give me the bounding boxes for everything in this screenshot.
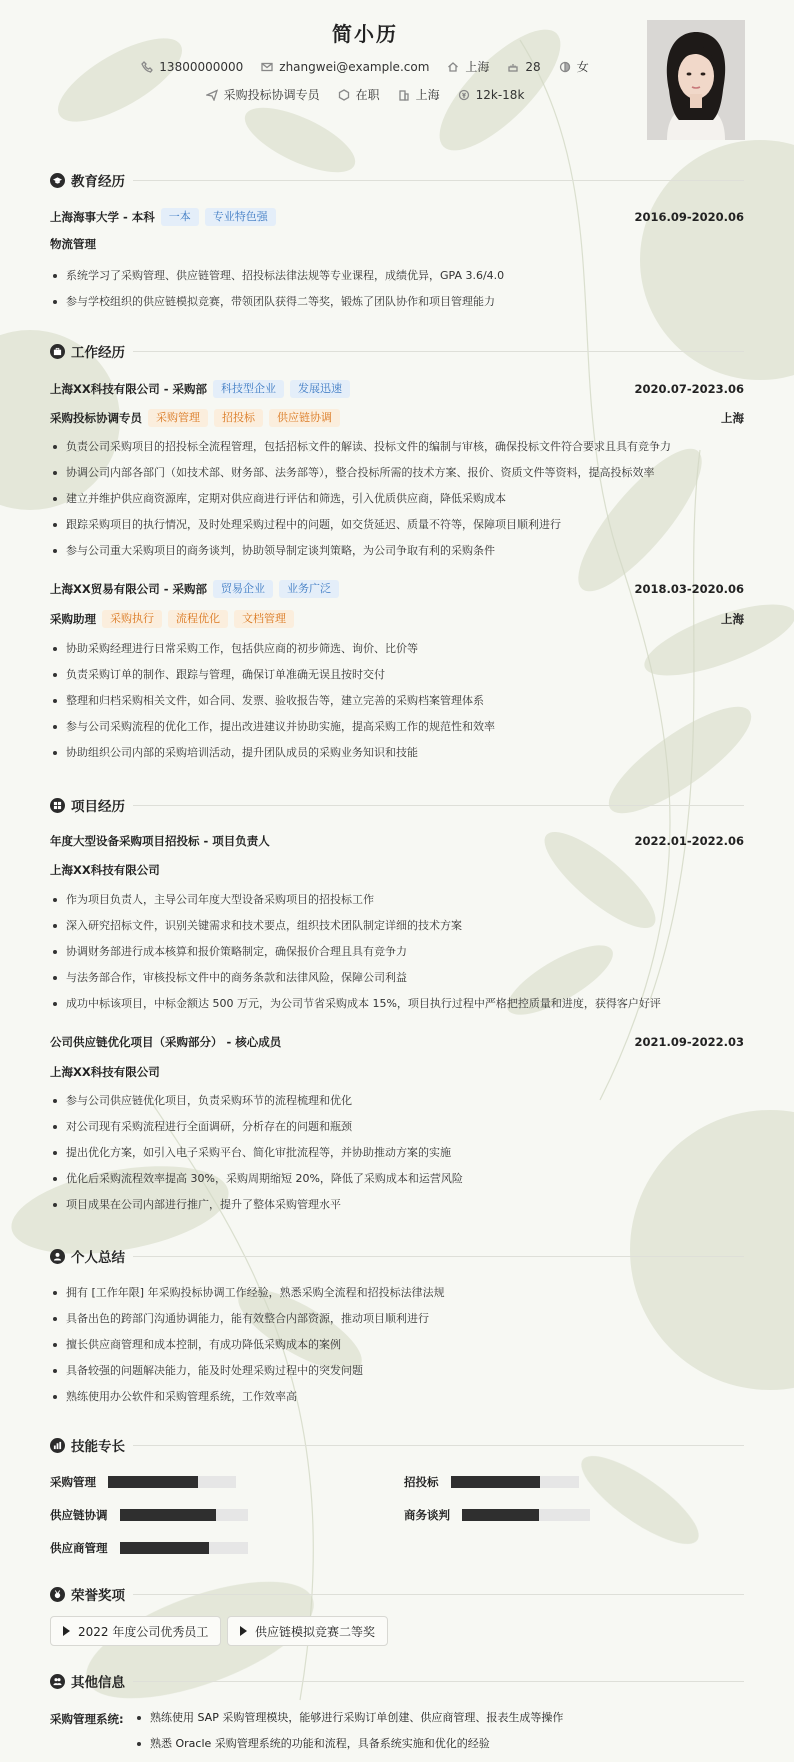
skill-bar bbox=[462, 1509, 590, 1521]
target-job-info bbox=[206, 86, 320, 103]
money-icon bbox=[458, 89, 470, 101]
skill-bar-fill bbox=[462, 1509, 539, 1521]
people-icon bbox=[50, 1674, 65, 1689]
list-item: 项目成果在公司内部进行推广，提升了整体采购管理水平 bbox=[50, 1192, 744, 1218]
job-date: 2018.03-2020.06 bbox=[634, 582, 744, 596]
project-name: 公司供应链优化项目（采购部分） - 核心成员 bbox=[50, 1035, 282, 1049]
skill-item bbox=[50, 1474, 236, 1490]
section-other-header bbox=[50, 1671, 744, 1691]
status-text: 在职 bbox=[355, 88, 380, 102]
skill-name: 采购管理 bbox=[50, 1475, 96, 1489]
contact-info-row bbox=[0, 58, 730, 75]
skill-item bbox=[404, 1474, 579, 1490]
job-intent-row bbox=[0, 86, 730, 103]
graduation-cap-icon bbox=[50, 173, 65, 188]
grid-icon bbox=[50, 798, 65, 813]
section-divider bbox=[133, 180, 744, 181]
job-bullets bbox=[50, 636, 744, 766]
project-company: 上海XX科技有限公司 bbox=[50, 863, 160, 877]
list-item: 协调财务部进行成本核算和报价策略制定，确保报价合理且具有竞争力 bbox=[50, 939, 744, 965]
position-tag: 招投标 bbox=[214, 409, 263, 427]
email-text: zhangwei@example.com bbox=[279, 59, 430, 74]
section-work-header bbox=[50, 341, 744, 361]
section-divider bbox=[133, 351, 744, 352]
skill-bar bbox=[108, 1476, 236, 1488]
mail-icon bbox=[261, 61, 273, 73]
list-item: 成功中标该项目，中标金额达 500 万元，为公司节省采购成本 15%，项目执行过程中严格把控质量和进度，获得客户好评 bbox=[50, 991, 744, 1017]
location-info bbox=[447, 58, 489, 75]
major-name: 物流管理 bbox=[50, 237, 96, 251]
list-item: 深入研究招标文件，识别关键需求和技术要点，组织技术团队制定详细的技术方案 bbox=[50, 913, 744, 939]
award-item bbox=[227, 1616, 388, 1646]
list-item: 建立并维护供应商资源库，定期对供应商进行评估和筛选，引入优质供应商，降低采购成本 bbox=[50, 486, 744, 512]
project-date: 2021.09-2022.03 bbox=[634, 1035, 744, 1049]
list-item: 参与公司重大采购项目的商务谈判，协助领导制定谈判策略，为公司争取有利的采购条件 bbox=[50, 538, 744, 564]
project-bullets bbox=[50, 1088, 744, 1218]
skill-name: 商务谈判 bbox=[404, 1508, 450, 1522]
school-tag: 一本 bbox=[161, 208, 199, 226]
company-tag: 发展迅速 bbox=[290, 380, 350, 398]
skill-bar-fill bbox=[120, 1509, 216, 1521]
avatar-portrait bbox=[647, 20, 745, 140]
section-divider bbox=[133, 1681, 744, 1682]
list-item: 协助组织公司内部的采购培训活动，提升团队成员的采购业务知识和技能 bbox=[50, 740, 744, 766]
age-text: 28 bbox=[525, 59, 541, 74]
section-awards-header bbox=[50, 1584, 744, 1604]
list-item: 提出优化方案，如引入电子采购平台、简化审批流程等，并协助推动方案的实施 bbox=[50, 1140, 744, 1166]
job-date: 2020.07-2023.06 bbox=[634, 382, 744, 396]
gender-text: 女 bbox=[576, 60, 589, 74]
send-icon bbox=[206, 89, 218, 101]
list-item: 优化后采购流程效率提高 30%，采购周期缩短 20%，降低了采购成本和运营风险 bbox=[50, 1166, 744, 1192]
education-bullets bbox=[50, 263, 744, 315]
project-date: 2022.01-2022.06 bbox=[634, 834, 744, 848]
list-item: 整理和归档采购相关文件，如合同、发票、验收报告等，建立完善的采购档案管理体系 bbox=[50, 688, 744, 714]
section-divider bbox=[133, 1445, 744, 1446]
job-position-row bbox=[50, 409, 744, 427]
list-item: 负责采购订单的制作、跟踪与管理，确保订单准确无误且按时交付 bbox=[50, 662, 744, 688]
status-info bbox=[338, 86, 380, 103]
section-skills-header bbox=[50, 1435, 744, 1455]
position-tag: 供应链协调 bbox=[269, 409, 340, 427]
education-date: 2016.09-2020.06 bbox=[634, 210, 744, 224]
list-item: 跟踪采购项目的执行情况，及时处理采购过程中的问题，如交货延迟、质量不符等，保障项目顺利进行 bbox=[50, 512, 744, 538]
skill-item bbox=[50, 1540, 248, 1556]
list-item: 熟练使用办公软件和采购管理系统，工作效率高 bbox=[50, 1384, 744, 1410]
phone-icon bbox=[141, 61, 153, 73]
list-item: 协调公司内部各部门（如技术部、财务部、法务部等），整合投标所需的技术方案、报价、资质文件等资料，提高投标效率 bbox=[50, 460, 744, 486]
list-item: 具备较强的问题解决能力，能及时处理采购过程中的突发问题 bbox=[50, 1358, 744, 1384]
medal-icon bbox=[50, 1587, 65, 1602]
home-icon bbox=[447, 61, 459, 73]
section-divider bbox=[133, 1256, 744, 1257]
salary-text: 12k-18k bbox=[475, 87, 525, 102]
other-label: 采购管理系统: bbox=[50, 1712, 124, 1726]
list-item: 熟练使用 SAP 采购管理模块，能够进行采购订单创建、供应商管理、报表生成等操作 bbox=[134, 1705, 563, 1731]
school-tag: 专业特色强 bbox=[205, 208, 276, 226]
project-name: 年度大型设备采购项目招投标 - 项目负责人 bbox=[50, 834, 270, 848]
skill-item bbox=[404, 1507, 590, 1523]
list-item: 具备出色的跨部门沟通协调能力，能有效整合内部资源，推动项目顺利进行 bbox=[50, 1306, 744, 1332]
briefcase-icon bbox=[50, 344, 65, 359]
project-company-row bbox=[50, 862, 744, 878]
target-job-text: 采购投标协调专员 bbox=[223, 88, 320, 102]
target-city-info bbox=[398, 86, 440, 103]
school-name: 上海海事大学 - 本科 bbox=[50, 210, 155, 224]
project-company: 上海XX科技有限公司 bbox=[50, 1065, 160, 1079]
job-company-row bbox=[50, 580, 744, 598]
skill-item bbox=[50, 1507, 248, 1523]
list-item: 作为项目负责人，主导公司年度大型设备采购项目的招投标工作 bbox=[50, 887, 744, 913]
job-city: 上海 bbox=[721, 411, 744, 425]
section-projects-header bbox=[50, 795, 744, 815]
company-tag: 业务广泛 bbox=[279, 580, 339, 598]
project-title-row bbox=[50, 1034, 744, 1050]
award-item bbox=[50, 1616, 221, 1646]
project-bullets bbox=[50, 887, 744, 1017]
section-title: 个人总结 bbox=[71, 1250, 125, 1266]
education-school-row bbox=[50, 208, 744, 226]
other-bullets bbox=[134, 1705, 563, 1757]
education-major-row bbox=[50, 236, 744, 252]
building-icon bbox=[398, 89, 410, 101]
section-title: 教育经历 bbox=[71, 174, 125, 190]
bar-chart-icon bbox=[50, 1438, 65, 1453]
list-item: 对公司现有采购流程进行全面调研，分析存在的问题和瓶颈 bbox=[50, 1114, 744, 1140]
list-item: 系统学习了采购管理、供应链管理、招投标法律法规等专业课程，成绩优异，GPA 3.6/4.0 bbox=[50, 263, 744, 289]
skill-name: 招投标 bbox=[404, 1475, 439, 1489]
play-icon bbox=[63, 1626, 70, 1636]
summary-bullets bbox=[50, 1280, 744, 1410]
user-icon bbox=[50, 1249, 65, 1264]
list-item: 参与学校组织的供应链模拟竞赛，带领团队获得二等奖，锻炼了团队协作和项目管理能力 bbox=[50, 289, 744, 315]
list-item: 擅长供应商管理和成本控制，有成功降低采购成本的案例 bbox=[50, 1332, 744, 1358]
company-name: 上海XX贸易有限公司 - 采购部 bbox=[50, 582, 208, 596]
position-tag: 采购管理 bbox=[148, 409, 208, 427]
list-item: 拥有 [工作年限] 年采购投标协调工作经验，熟悉采购全流程和招投标法律法规 bbox=[50, 1280, 744, 1306]
age-info bbox=[507, 60, 540, 74]
skill-bar-fill bbox=[120, 1542, 210, 1554]
section-divider bbox=[133, 1594, 744, 1595]
position-tag: 流程优化 bbox=[168, 610, 228, 628]
section-summary-header bbox=[50, 1246, 744, 1266]
position-name: 采购投标协调专员 bbox=[50, 411, 142, 425]
position-tag: 采购执行 bbox=[102, 610, 162, 628]
list-item: 与法务部合作，审核投标文件中的商务条款和法律风险，保障公司利益 bbox=[50, 965, 744, 991]
project-title-row bbox=[50, 833, 744, 849]
phone-text: 13800000000 bbox=[159, 59, 244, 74]
section-title: 荣誉奖项 bbox=[71, 1588, 125, 1604]
gender-icon bbox=[559, 61, 571, 73]
job-position-row bbox=[50, 610, 744, 628]
target-city-text: 上海 bbox=[415, 88, 440, 102]
location-text: 上海 bbox=[465, 60, 490, 74]
skill-bar bbox=[120, 1542, 248, 1554]
section-title: 工作经历 bbox=[71, 345, 125, 361]
job-bullets bbox=[50, 434, 744, 564]
skill-name: 供应商管理 bbox=[50, 1541, 108, 1555]
section-title: 其他信息 bbox=[71, 1675, 125, 1691]
list-item: 参与公司供应链优化项目，负责采购环节的流程梳理和优化 bbox=[50, 1088, 744, 1114]
skill-bar bbox=[451, 1476, 579, 1488]
gender-info bbox=[559, 58, 589, 75]
job-company-row bbox=[50, 380, 744, 398]
section-divider bbox=[133, 805, 744, 806]
position-name: 采购助理 bbox=[50, 612, 96, 626]
status-icon bbox=[338, 89, 350, 101]
list-item: 熟悉 Oracle 采购管理系统的功能和流程，具备系统实施和优化的经验 bbox=[134, 1731, 563, 1757]
position-tag: 文档管理 bbox=[234, 610, 294, 628]
section-education-header bbox=[50, 170, 744, 190]
job-city: 上海 bbox=[721, 612, 744, 626]
salary-info bbox=[458, 88, 525, 102]
section-title: 项目经历 bbox=[71, 799, 125, 815]
company-tag: 贸易企业 bbox=[213, 580, 273, 598]
cake-icon bbox=[507, 61, 519, 73]
company-name: 上海XX科技有限公司 - 采购部 bbox=[50, 382, 208, 396]
skill-bar-fill bbox=[108, 1476, 198, 1488]
company-tag: 科技型企业 bbox=[213, 380, 284, 398]
profile-photo bbox=[647, 20, 745, 140]
skill-name: 供应链协调 bbox=[50, 1508, 108, 1522]
list-item: 负责公司采购项目的招投标全流程管理，包括招标文件的解读、投标文件的编制与审核，确保投标文件符合要求且具有竞争力 bbox=[50, 434, 744, 460]
resume-name: 简小历 bbox=[332, 22, 398, 46]
list-item: 参与公司采购流程的优化工作，提出改进建议并协助实施，提高采购工作的规范性和效率 bbox=[50, 714, 744, 740]
email-info bbox=[261, 60, 429, 74]
skill-bar bbox=[120, 1509, 248, 1521]
award-text: 2022 年度公司优秀员工 bbox=[78, 1624, 209, 1639]
section-title: 技能专长 bbox=[71, 1439, 125, 1455]
skill-bar-fill bbox=[451, 1476, 541, 1488]
list-item: 协助采购经理进行日常采购工作，包括供应商的初步筛选、询价、比价等 bbox=[50, 636, 744, 662]
play-icon bbox=[240, 1626, 247, 1636]
project-company-row bbox=[50, 1064, 744, 1080]
award-text: 供应链模拟竞赛二等奖 bbox=[255, 1624, 376, 1639]
phone-info bbox=[141, 60, 243, 74]
